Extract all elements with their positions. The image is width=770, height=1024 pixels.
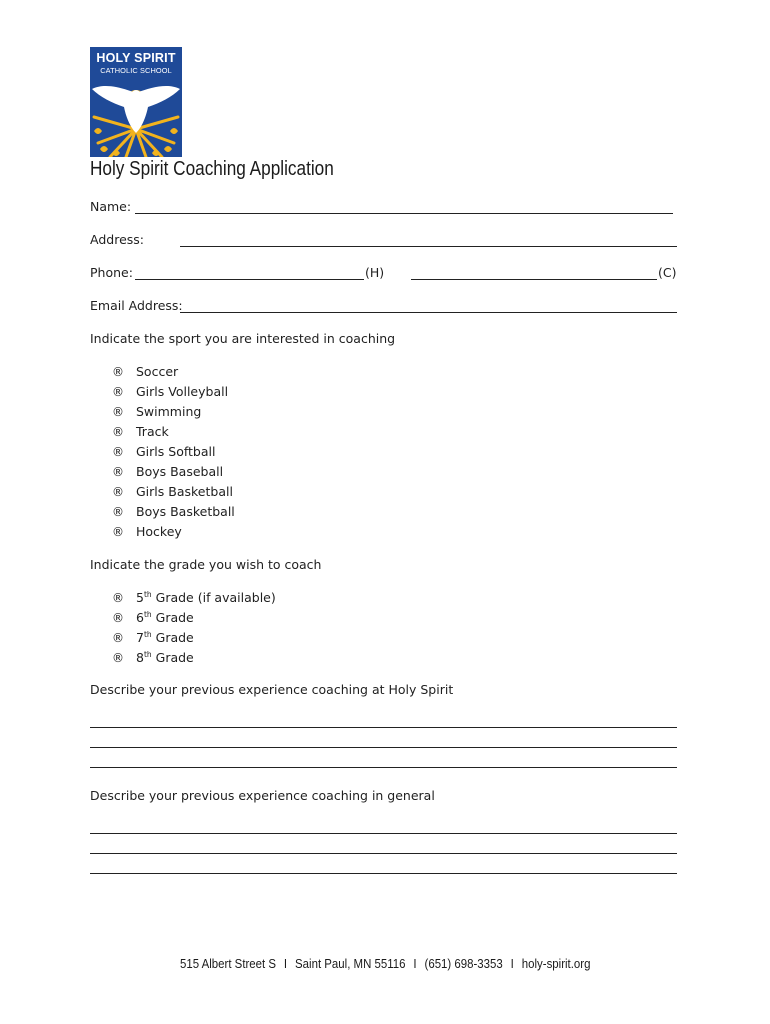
checkbox-icon[interactable]: ® bbox=[112, 465, 124, 479]
school-logo bbox=[90, 47, 182, 157]
grade-option[interactable]: ® 7th Grade bbox=[112, 630, 194, 645]
sport-option[interactable]: ® Hockey bbox=[112, 524, 182, 539]
footer-website[interactable]: holy-spirit.org bbox=[521, 956, 591, 971]
experience-general-heading: Describe your previous experience coaching in general bbox=[90, 788, 435, 803]
phone-label: Phone: bbox=[90, 265, 133, 280]
experience-holy-spirit-line[interactable] bbox=[90, 747, 677, 748]
checkbox-icon[interactable]: ® bbox=[112, 425, 124, 439]
checkbox-icon[interactable]: ® bbox=[112, 405, 124, 419]
experience-holy-spirit-line[interactable] bbox=[90, 767, 677, 768]
experience-holy-spirit-heading: Describe your previous experience coaching at Holy Spirit bbox=[90, 682, 454, 697]
checkbox-icon[interactable]: ® bbox=[112, 631, 124, 645]
checkbox-icon[interactable]: ® bbox=[112, 485, 124, 499]
sport-option[interactable]: ® Swimming bbox=[112, 404, 202, 419]
address-field[interactable] bbox=[180, 246, 677, 247]
name-label: Name: bbox=[90, 199, 132, 214]
phone-cell-suffix: (C) bbox=[658, 265, 677, 280]
phone-home-suffix: (H) bbox=[365, 265, 385, 280]
grade-option[interactable]: ® 5th Grade (if available) bbox=[112, 590, 276, 605]
footer-city: Saint Paul, MN 55116 bbox=[294, 956, 406, 971]
checkbox-icon[interactable]: ® bbox=[112, 385, 124, 399]
grade-option[interactable]: ® 6th Grade bbox=[112, 610, 194, 625]
footer-separator: I bbox=[283, 956, 287, 971]
sport-option[interactable]: ® Girls Volleyball bbox=[112, 384, 229, 399]
address-label: Address: bbox=[90, 232, 144, 247]
checkbox-icon[interactable]: ® bbox=[112, 651, 124, 665]
checkbox-icon[interactable]: ® bbox=[112, 525, 124, 539]
footer-address: 515 Albert Street S bbox=[179, 956, 276, 971]
footer-separator: I bbox=[510, 956, 514, 971]
checkbox-icon[interactable]: ® bbox=[112, 505, 124, 519]
phone-cell-field[interactable] bbox=[411, 279, 657, 280]
experience-general-line[interactable] bbox=[90, 833, 677, 834]
email-label: Email Address: bbox=[90, 298, 183, 313]
grade-option[interactable]: ® 8th Grade bbox=[112, 650, 194, 665]
page-title: Holy Spirit Coaching Application bbox=[90, 158, 334, 180]
sport-option[interactable]: ® Boys Basketball bbox=[112, 504, 235, 519]
checkbox-icon[interactable]: ® bbox=[112, 365, 124, 379]
dove-emblem-icon bbox=[90, 77, 182, 157]
sport-option[interactable]: ® Track bbox=[112, 424, 169, 439]
phone-home-field[interactable] bbox=[135, 279, 364, 280]
checkbox-icon[interactable]: ® bbox=[112, 445, 124, 459]
email-field[interactable] bbox=[180, 312, 677, 313]
name-field[interactable] bbox=[135, 213, 673, 214]
experience-general-line[interactable] bbox=[90, 873, 677, 874]
grade-heading: Indicate the grade you wish to coach bbox=[90, 557, 322, 572]
sport-option[interactable]: ® Girls Basketball bbox=[112, 484, 233, 499]
sport-option[interactable]: ® Girls Softball bbox=[112, 444, 216, 459]
sport-option[interactable]: ® Soccer bbox=[112, 364, 179, 379]
footer-separator: I bbox=[413, 956, 417, 971]
checkbox-icon[interactable]: ® bbox=[112, 591, 124, 605]
logo-subtitle: CATHOLIC SCHOOL bbox=[100, 66, 172, 75]
sport-heading: Indicate the sport you are interested in coaching bbox=[90, 331, 396, 346]
experience-holy-spirit-line[interactable] bbox=[90, 727, 677, 728]
checkbox-icon[interactable]: ® bbox=[112, 611, 124, 625]
footer bbox=[0, 956, 770, 971]
experience-general-line[interactable] bbox=[90, 853, 677, 854]
logo-title: HOLY SPIRIT bbox=[96, 51, 176, 65]
sport-option[interactable]: ® Boys Baseball bbox=[112, 464, 224, 479]
footer-phone: (651) 698-3353 bbox=[424, 956, 503, 971]
